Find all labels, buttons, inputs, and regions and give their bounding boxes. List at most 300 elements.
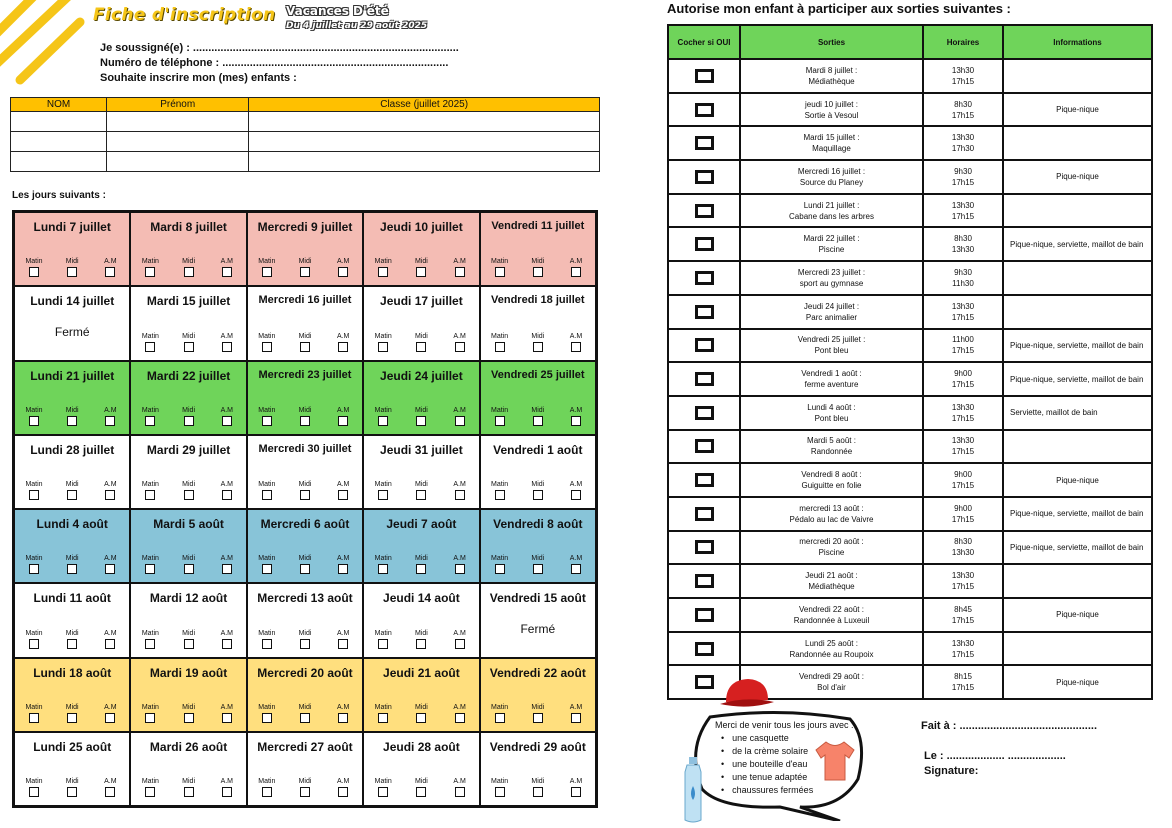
trip-info (1003, 59, 1152, 93)
slot-checkbox[interactable] (495, 564, 505, 574)
slot-checkbox[interactable] (105, 787, 115, 797)
slot-checkbox[interactable] (105, 267, 115, 277)
slot (212, 481, 242, 500)
day-name: Mardi 8 juillet (150, 220, 227, 234)
slot (445, 258, 475, 277)
slot-checkbox[interactable] (145, 342, 155, 352)
slot (212, 333, 242, 352)
slot-checkbox[interactable] (495, 713, 505, 723)
child-cell[interactable] (11, 112, 107, 132)
slot-checkbox[interactable] (416, 639, 426, 649)
trip-checkbox[interactable] (695, 271, 714, 285)
calendar-day (247, 583, 363, 657)
slot (290, 258, 320, 277)
slot (445, 333, 475, 352)
slot (252, 555, 282, 574)
phone-line[interactable]: Numéro de téléphone : .......................................................................... (100, 57, 449, 69)
slot-checkbox[interactable] (184, 787, 194, 797)
slot-checkbox[interactable] (455, 639, 465, 649)
slot-checkbox[interactable] (571, 713, 581, 723)
slot-checkbox[interactable] (300, 564, 310, 574)
calendar-day (480, 732, 596, 806)
slot-checkbox[interactable] (184, 416, 194, 426)
slot-label: A.M (453, 555, 466, 563)
slot-checkbox[interactable] (571, 267, 581, 277)
slot-label: Matin (491, 481, 509, 488)
slot-checkbox[interactable] (300, 267, 310, 277)
trip-row (668, 194, 1152, 228)
slot-checkbox[interactable] (105, 416, 115, 426)
slot (485, 555, 515, 574)
slot-checkbox[interactable] (29, 639, 39, 649)
trip-checkbox[interactable] (695, 204, 714, 218)
trip-check-cell (668, 497, 740, 531)
day-name: Jeudi 10 juillet (380, 220, 463, 234)
slot-checkbox[interactable] (184, 639, 194, 649)
slot-label: Midi (65, 555, 79, 563)
slot-label: Matin (25, 406, 43, 414)
slot (523, 704, 553, 723)
slot-checkbox[interactable] (378, 564, 388, 574)
slot (135, 555, 165, 574)
trip-checkbox[interactable] (695, 507, 714, 521)
slot-checkbox[interactable] (145, 639, 155, 649)
slot-checkbox[interactable] (571, 490, 581, 500)
slot (252, 481, 282, 500)
trip-hours (923, 598, 1003, 632)
slot (485, 407, 515, 426)
slot-label: A.M (569, 406, 583, 414)
slot-checkbox[interactable] (495, 490, 505, 500)
day-name: Jeudi 24 juillet (380, 368, 463, 383)
trip-checkbox[interactable] (695, 237, 714, 251)
slot-checkbox[interactable] (495, 342, 505, 352)
slot-label: Matin (258, 406, 276, 414)
slot-checkbox[interactable] (145, 787, 155, 797)
slot-checkbox[interactable] (222, 564, 232, 574)
day-slots (252, 258, 358, 277)
slot (252, 630, 282, 649)
slot-checkbox[interactable] (105, 564, 115, 574)
slot-checkbox[interactable] (67, 639, 77, 649)
slot-checkbox[interactable] (338, 564, 348, 574)
slot-checkbox[interactable] (533, 490, 543, 500)
calendar-day (130, 732, 246, 806)
slot-label: Matin (141, 332, 159, 340)
calendar-day (480, 583, 596, 657)
day-name: Mercredi 6 août (260, 517, 350, 531)
trip-checkbox[interactable] (695, 574, 714, 588)
calendar-day (14, 583, 130, 657)
slot-checkbox[interactable] (29, 787, 39, 797)
signatory-line[interactable]: Je soussigné(e) : ....................................................................................... (100, 42, 459, 54)
trip-hours (923, 497, 1003, 531)
slot (485, 333, 515, 352)
slot-label: Matin (374, 258, 392, 266)
slot-checkbox[interactable] (378, 639, 388, 649)
slot-checkbox[interactable] (338, 342, 348, 352)
slot-label: A.M (336, 258, 350, 266)
slot-checkbox[interactable] (495, 267, 505, 277)
calendar-day (480, 509, 596, 583)
slot-label: A.M (220, 555, 234, 563)
slot-checkbox[interactable] (455, 267, 465, 277)
fait-a-line[interactable]: Fait à : ............................................. (921, 720, 1098, 732)
slot-label: Matin (141, 481, 159, 488)
child-cell[interactable] (249, 152, 600, 172)
slot-checkbox[interactable] (29, 267, 39, 277)
slot-checkbox[interactable] (416, 787, 426, 797)
slot-checkbox[interactable] (222, 787, 232, 797)
slot-checkbox[interactable] (184, 564, 194, 574)
slot-label: A.M (453, 258, 466, 266)
slot-label: Midi (65, 258, 79, 266)
slot-checkbox[interactable] (184, 342, 194, 352)
child-cell[interactable] (107, 132, 249, 152)
slot-checkbox[interactable] (145, 564, 155, 574)
slot-label: Matin (374, 703, 392, 711)
trip-outing (740, 329, 923, 363)
slot-label: Midi (65, 481, 79, 488)
slot-checkbox[interactable] (29, 564, 39, 574)
trip-checkbox[interactable] (695, 608, 714, 622)
slot-label: Midi (531, 481, 545, 488)
slot-label: Matin (258, 629, 276, 637)
slot (135, 481, 165, 500)
trip-start: 9h00 (954, 470, 972, 480)
slot-checkbox[interactable] (455, 564, 465, 574)
slot-checkbox[interactable] (262, 416, 272, 426)
slot-checkbox[interactable] (416, 416, 426, 426)
slot (290, 630, 320, 649)
calendar-day (130, 361, 246, 435)
day-name: Vendredi 22 août (489, 665, 586, 680)
trip-info: Pique-nique (1003, 665, 1152, 699)
slot-label: A.M (220, 332, 234, 340)
trip-check-cell (668, 59, 740, 93)
slot-checkbox[interactable] (105, 639, 115, 649)
slot-checkbox[interactable] (300, 787, 310, 797)
trip-checkbox[interactable] (695, 675, 714, 689)
slot-checkbox[interactable] (571, 787, 581, 797)
slot-checkbox[interactable] (533, 267, 543, 277)
slot-checkbox[interactable] (533, 564, 543, 574)
trip-check-cell (668, 227, 740, 261)
trip-checkbox[interactable] (695, 439, 714, 453)
calendar-day (363, 212, 479, 286)
trip-checkbox[interactable] (695, 305, 714, 319)
slot-checkbox[interactable] (455, 416, 465, 426)
trip-end: 17h15 (951, 481, 975, 491)
trip-place: Cabane dans les arbres (789, 211, 874, 221)
slot-checkbox[interactable] (416, 564, 426, 574)
slot-checkbox[interactable] (338, 490, 348, 500)
slot (445, 481, 475, 500)
slot-checkbox[interactable] (262, 490, 272, 500)
trip-outing (740, 362, 923, 396)
slot (523, 333, 553, 352)
slot-checkbox[interactable] (262, 564, 272, 574)
trip-start: 13h30 (951, 638, 975, 648)
slot-checkbox[interactable] (262, 787, 272, 797)
slot-checkbox[interactable] (571, 342, 581, 352)
slot-checkbox[interactable] (29, 416, 39, 426)
day-name: Lundi 28 juillet (30, 442, 115, 457)
slot-checkbox[interactable] (495, 416, 505, 426)
trip-row (668, 93, 1152, 127)
slot-checkbox[interactable] (338, 416, 348, 426)
calendar-day (363, 658, 479, 732)
trip-outing (740, 396, 923, 430)
slot-checkbox[interactable] (338, 713, 348, 723)
trip-check-cell (668, 295, 740, 329)
trip-checkbox[interactable] (695, 103, 714, 117)
trip-outing (740, 160, 923, 194)
slot-checkbox[interactable] (262, 342, 272, 352)
slot-checkbox[interactable] (222, 342, 232, 352)
slot-label: A.M (336, 703, 350, 711)
slot-checkbox[interactable] (184, 267, 194, 277)
slot (523, 555, 553, 574)
slot-checkbox[interactable] (378, 490, 388, 500)
trip-hours (923, 430, 1003, 464)
slot (135, 258, 165, 277)
trip-checkbox[interactable] (695, 642, 714, 656)
trip-date: Lundi 21 juillet : (803, 200, 860, 210)
slot-checkbox[interactable] (145, 267, 155, 277)
slot-checkbox[interactable] (571, 416, 581, 426)
slot (135, 630, 165, 649)
date-line[interactable]: Le : ................... ................... (924, 750, 1066, 762)
trip-end: 11h30 (952, 278, 974, 288)
slot-checkbox[interactable] (222, 639, 232, 649)
day-slots (19, 258, 125, 277)
slot-checkbox[interactable] (533, 787, 543, 797)
trip-hours (923, 93, 1003, 127)
slot (252, 704, 282, 723)
day-name: Vendredi 11 juillet (491, 220, 585, 232)
slot-checkbox[interactable] (338, 639, 348, 649)
day-slots (485, 333, 591, 352)
slot-checkbox[interactable] (300, 713, 310, 723)
slot-label: Midi (298, 555, 312, 563)
slot-checkbox[interactable] (67, 713, 77, 723)
slot-checkbox[interactable] (262, 267, 272, 277)
slot (445, 630, 475, 649)
slot (174, 555, 204, 574)
calendar-day (363, 583, 479, 657)
slot-checkbox[interactable] (222, 713, 232, 723)
slot-checkbox[interactable] (67, 564, 77, 574)
trip-end: 17h15 (951, 514, 975, 524)
slot-label: Midi (182, 629, 196, 637)
trip-end: 17h15 (951, 447, 975, 457)
trip-outing (740, 598, 923, 632)
slot (174, 778, 204, 797)
slot (95, 481, 125, 500)
trip-row (668, 632, 1152, 666)
trip-hours (923, 329, 1003, 363)
calendar-day (247, 286, 363, 360)
slot (485, 704, 515, 723)
day-slots (19, 704, 125, 723)
slot-checkbox[interactable] (571, 564, 581, 574)
slot-label: Midi (414, 481, 428, 488)
slot (95, 407, 125, 426)
slot-checkbox[interactable] (300, 416, 310, 426)
tshirt-icon (812, 740, 858, 782)
trip-row (668, 497, 1152, 531)
trip-checkbox[interactable] (695, 170, 714, 184)
day-name: Vendredi 1 août (493, 442, 583, 457)
trip-check-cell (668, 160, 740, 194)
slot-label: Midi (414, 778, 428, 785)
slot-checkbox[interactable] (495, 787, 505, 797)
trip-date: Mardi 8 juillet : (805, 65, 858, 75)
slot-checkbox[interactable] (416, 342, 426, 352)
slot-label: A.M (336, 481, 350, 488)
slot (174, 333, 204, 352)
slot-checkbox[interactable] (67, 787, 77, 797)
trip-place: Randonnée au Roupoix (789, 649, 874, 659)
child-cell[interactable] (107, 152, 249, 172)
trip-outing (740, 194, 923, 228)
slot (445, 704, 475, 723)
slot-checkbox[interactable] (533, 416, 543, 426)
slot-checkbox[interactable] (29, 713, 39, 723)
trip-checkbox[interactable] (695, 406, 714, 420)
slot-checkbox[interactable] (455, 342, 465, 352)
slot (328, 778, 358, 797)
child-cell[interactable] (11, 152, 107, 172)
slot-checkbox[interactable] (378, 787, 388, 797)
slot-checkbox[interactable] (416, 267, 426, 277)
slot-label: Midi (414, 555, 428, 563)
trip-checkbox[interactable] (695, 69, 714, 83)
slot-checkbox[interactable] (145, 490, 155, 500)
child-cell[interactable] (249, 112, 600, 132)
signature-line[interactable]: Signature: (924, 765, 979, 777)
day-name: Mardi 22 juillet (146, 368, 231, 383)
trip-info (1003, 430, 1152, 464)
calendar-day (14, 286, 130, 360)
trip-outing (740, 463, 923, 497)
slot-checkbox[interactable] (416, 713, 426, 723)
child-cell[interactable] (249, 132, 600, 152)
day-name: Mercredi 9 juillet (257, 220, 353, 234)
slot-checkbox[interactable] (378, 267, 388, 277)
slot-checkbox[interactable] (67, 267, 77, 277)
trip-place: Pédalo au lac de Vaivre (789, 514, 874, 524)
slot-checkbox[interactable] (67, 490, 77, 500)
calendar-day (130, 212, 246, 286)
trip-row (668, 531, 1152, 565)
slot-checkbox[interactable] (145, 713, 155, 723)
slot-checkbox[interactable] (184, 713, 194, 723)
slot-checkbox[interactable] (222, 490, 232, 500)
slot-checkbox[interactable] (145, 416, 155, 426)
slot-checkbox[interactable] (67, 416, 77, 426)
day-slots (135, 481, 241, 500)
trip-row (668, 160, 1152, 194)
trip-hours (923, 564, 1003, 598)
slot-label: Midi (298, 406, 312, 414)
trip-end: 17h15 (951, 177, 975, 187)
day-slots (485, 258, 591, 277)
slot-label: A.M (104, 629, 117, 637)
calendar-day (247, 212, 363, 286)
slot-label: A.M (220, 778, 234, 785)
slot-checkbox[interactable] (222, 416, 232, 426)
child-cell[interactable] (11, 132, 107, 152)
slot-checkbox[interactable] (184, 490, 194, 500)
trip-end: 17h30 (951, 144, 975, 154)
slot-checkbox[interactable] (300, 490, 310, 500)
slot-checkbox[interactable] (455, 490, 465, 500)
trip-checkbox[interactable] (695, 338, 714, 352)
slot (290, 481, 320, 500)
day-slots (252, 630, 358, 649)
slot-checkbox[interactable] (338, 787, 348, 797)
bubble-intro: Merci de venir tous les jours avec : (715, 720, 854, 730)
slot-checkbox[interactable] (105, 490, 115, 500)
trip-checkbox[interactable] (695, 136, 714, 150)
slot-label: A.M (569, 555, 583, 563)
trip-checkbox[interactable] (695, 540, 714, 554)
trip-checkbox[interactable] (695, 473, 714, 487)
slot-checkbox[interactable] (455, 713, 465, 723)
slot-checkbox[interactable] (29, 490, 39, 500)
day-slots (135, 333, 241, 352)
slot-checkbox[interactable] (378, 416, 388, 426)
trip-date: Mercredi 23 juillet : (797, 267, 866, 277)
slot-label: A.M (220, 703, 234, 711)
slot-checkbox[interactable] (300, 342, 310, 352)
trip-outing (740, 430, 923, 464)
slot-checkbox[interactable] (416, 490, 426, 500)
trip-info (1003, 126, 1152, 160)
slot-checkbox[interactable] (222, 267, 232, 277)
slot-checkbox[interactable] (533, 342, 543, 352)
col-cocher: Cocher si OUI (668, 25, 740, 59)
trip-outing (740, 295, 923, 329)
slot-checkbox[interactable] (533, 713, 543, 723)
trip-end: 17h15 (951, 211, 975, 221)
slot-checkbox[interactable] (338, 267, 348, 277)
slot-checkbox[interactable] (378, 713, 388, 723)
trip-checkbox[interactable] (695, 372, 714, 386)
slot-checkbox[interactable] (455, 787, 465, 797)
day-slots (135, 704, 241, 723)
slot (57, 407, 87, 426)
trip-info: Pique-nique (1003, 598, 1152, 632)
child-cell[interactable] (107, 112, 249, 132)
slot-checkbox[interactable] (105, 713, 115, 723)
slot-checkbox[interactable] (378, 342, 388, 352)
day-name: Vendredi 25 juillet (491, 368, 585, 381)
slot (290, 778, 320, 797)
slot-checkbox[interactable] (262, 713, 272, 723)
slot-checkbox[interactable] (300, 639, 310, 649)
slot (523, 481, 553, 500)
slot (19, 704, 49, 723)
trip-place: sport au gymnase (799, 278, 864, 288)
slot (290, 704, 320, 723)
slot (406, 481, 436, 500)
slot (252, 778, 282, 797)
slot (485, 778, 515, 797)
slot-checkbox[interactable] (262, 639, 272, 649)
